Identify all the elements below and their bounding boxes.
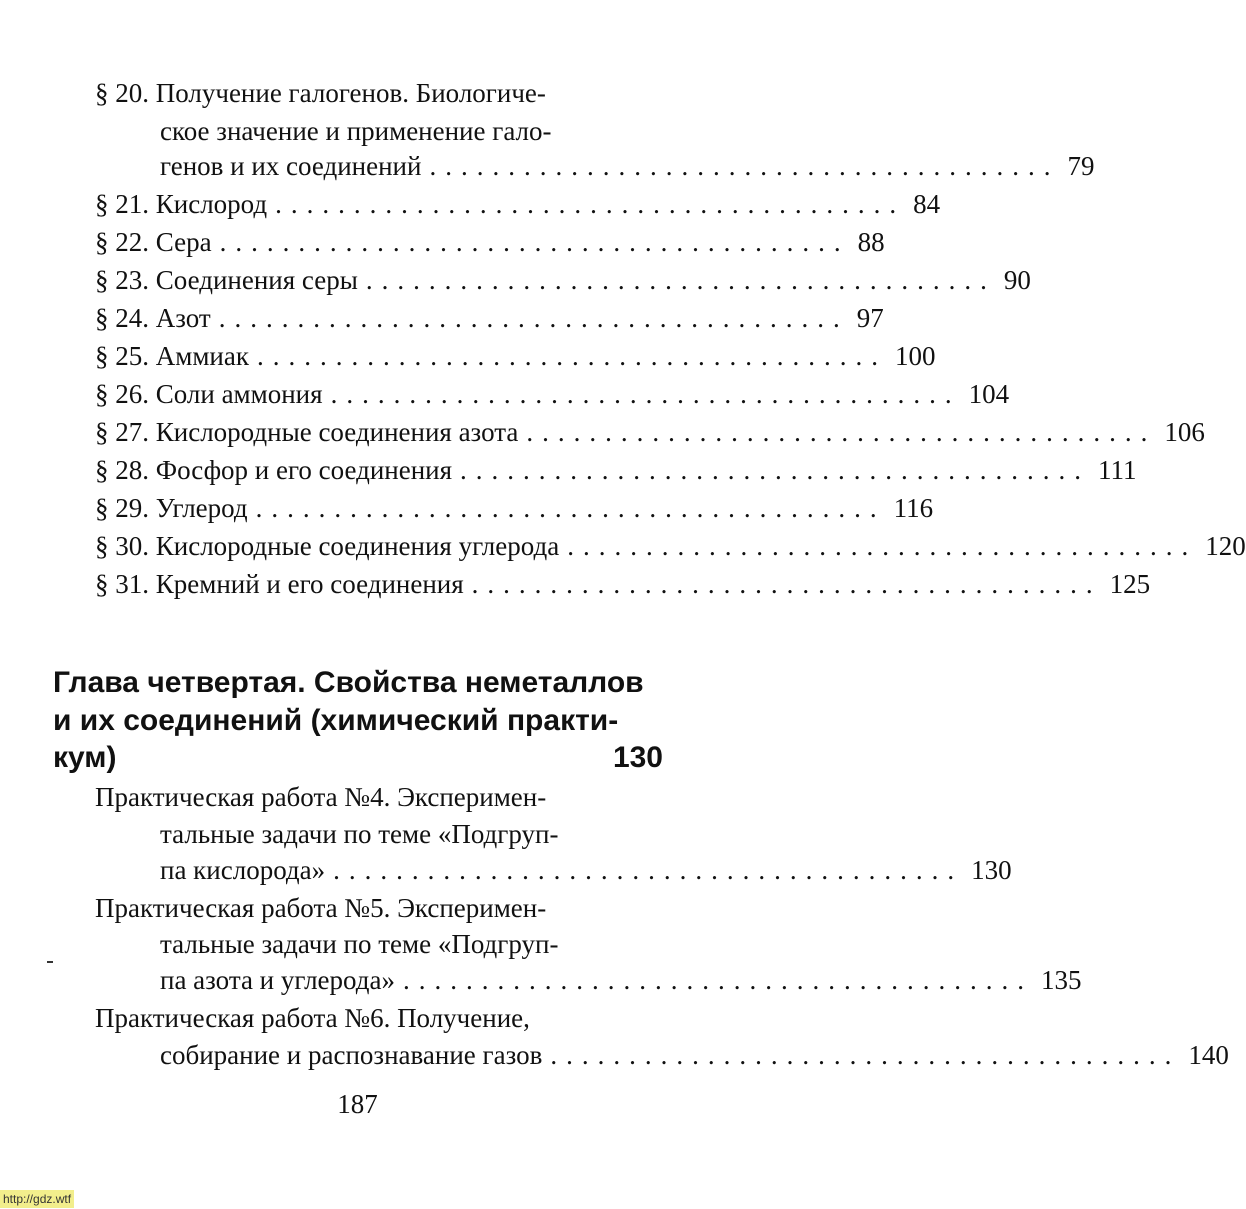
page-number: 187	[337, 1089, 378, 1119]
dot-leader: ........................................	[365, 265, 996, 295]
toc-page-number: 140	[1188, 1040, 1229, 1070]
dot-leader: ........................................	[219, 227, 850, 257]
toc-practical-4[interactable]	[160, 851, 1012, 889]
toc-entry-title: па азота и углерода»	[160, 965, 395, 995]
toc-entry-29[interactable]	[95, 489, 934, 527]
watermark-link[interactable]: http://gdz.wtf	[0, 1190, 74, 1208]
toc-entry-title: § 28. Фосфор и его соединения	[95, 455, 453, 485]
toc-entry-20[interactable]	[160, 147, 1095, 185]
toc-entry-title: § 27. Кислородные соединения азота	[95, 417, 519, 447]
dot-leader: ........................................	[429, 151, 1060, 181]
toc-page-number: 97	[856, 303, 884, 333]
toc-page-number: 79	[1067, 151, 1095, 181]
practical-5-line-1: Практическая работа №5. Эксперимен-	[95, 893, 547, 923]
practical-4-line-1: Практическая работа №4. Эксперимен-	[95, 782, 547, 812]
practical-4-line-2: тальные задачи по теме «Подгруп-	[160, 819, 559, 849]
toc-page-number: 130	[971, 855, 1012, 885]
chapter-page-number: 130	[612, 741, 663, 774]
toc-entry-25[interactable]	[95, 337, 936, 375]
toc-page-number: 106	[1164, 417, 1205, 447]
toc-entry-20-line-1: § 20. Получение галогенов. Биологиче-	[95, 78, 546, 108]
chapter-heading[interactable]	[53, 739, 663, 777]
dot-leader: ........................................	[333, 855, 964, 885]
chapter-heading-line-2: и их соединений (химический практи-	[53, 704, 619, 737]
dot-leader: ........................................	[402, 965, 1033, 995]
toc-entry-28[interactable]	[95, 451, 1137, 489]
toc-entry-22[interactable]	[95, 223, 885, 261]
toc-page-number: 116	[893, 493, 934, 523]
chapter-heading-line-1: Глава четвертая. Свойства неметаллов	[53, 666, 644, 699]
dot-leader: ........................................	[460, 455, 1091, 485]
toc-page-number: 104	[968, 379, 1010, 409]
toc-entry-title: генов и их соединений	[160, 151, 422, 181]
toc-page-number: 84	[913, 189, 941, 219]
toc-page-number: 88	[857, 227, 885, 257]
toc-page-number: 100	[894, 341, 936, 371]
toc-entry-30[interactable]	[95, 527, 1246, 565]
chapter-heading-line-3: кум)	[53, 741, 117, 774]
toc-entry-26[interactable]	[95, 375, 1010, 413]
toc-entry-title: собирание и распознавание газов	[160, 1040, 543, 1070]
toc-page-number: 135	[1040, 965, 1082, 995]
toc-page-number: 120	[1205, 531, 1246, 561]
dot-leader: ........................................	[256, 341, 887, 371]
dot-leader: ........................................	[550, 1040, 1181, 1070]
toc-entry-title: § 29. Углерод	[95, 493, 248, 523]
toc-entry-title: § 24. Азот	[95, 303, 211, 333]
dot-leader: ........................................	[275, 189, 906, 219]
toc-entry-title: § 31. Кремний и его соединения	[95, 569, 464, 599]
toc-entry-title: § 23. Соединения серы	[95, 265, 358, 295]
toc-entry-title: § 22. Сера	[95, 227, 212, 257]
dot-leader: ........................................	[567, 531, 1198, 561]
dot-leader: ........................................	[330, 379, 961, 409]
toc-entry-title: § 30. Кислородные соединения углерода	[95, 531, 560, 561]
toc-entry-23[interactable]	[95, 261, 1031, 299]
dot-leader: ........................................	[218, 303, 849, 333]
toc-page-number: 90	[1003, 265, 1031, 295]
toc-entry-title: па кислорода»	[160, 855, 326, 885]
toc-practical-6[interactable]	[160, 1036, 1229, 1074]
toc-entry-title: § 21. Кислород	[95, 189, 268, 219]
toc-entry-31[interactable]	[95, 565, 1151, 603]
toc-page-number: 125	[1109, 569, 1151, 599]
toc-entry-20-line-2: ское значение и применение гало-	[160, 116, 552, 146]
toc-entry-title: § 25. Аммиак	[95, 341, 249, 371]
toc-entry-27[interactable]	[95, 413, 1205, 451]
dot-leader: ........................................	[471, 569, 1102, 599]
toc-page-number: 111	[1098, 455, 1137, 485]
toc-practical-5[interactable]	[160, 961, 1082, 999]
practical-6-line-1: Практическая работа №6. Получение,	[95, 1003, 530, 1033]
dot-leader: ........................................	[526, 417, 1157, 447]
toc-entry-24[interactable]	[95, 299, 884, 337]
dot-leader: ........................................	[255, 493, 886, 523]
toc-entry-21[interactable]	[95, 185, 941, 223]
scan-speck	[47, 961, 53, 963]
practical-5-line-2: тальные задачи по теме «Подгруп-	[160, 929, 559, 959]
toc-entry-title: § 26. Соли аммония	[95, 379, 323, 409]
